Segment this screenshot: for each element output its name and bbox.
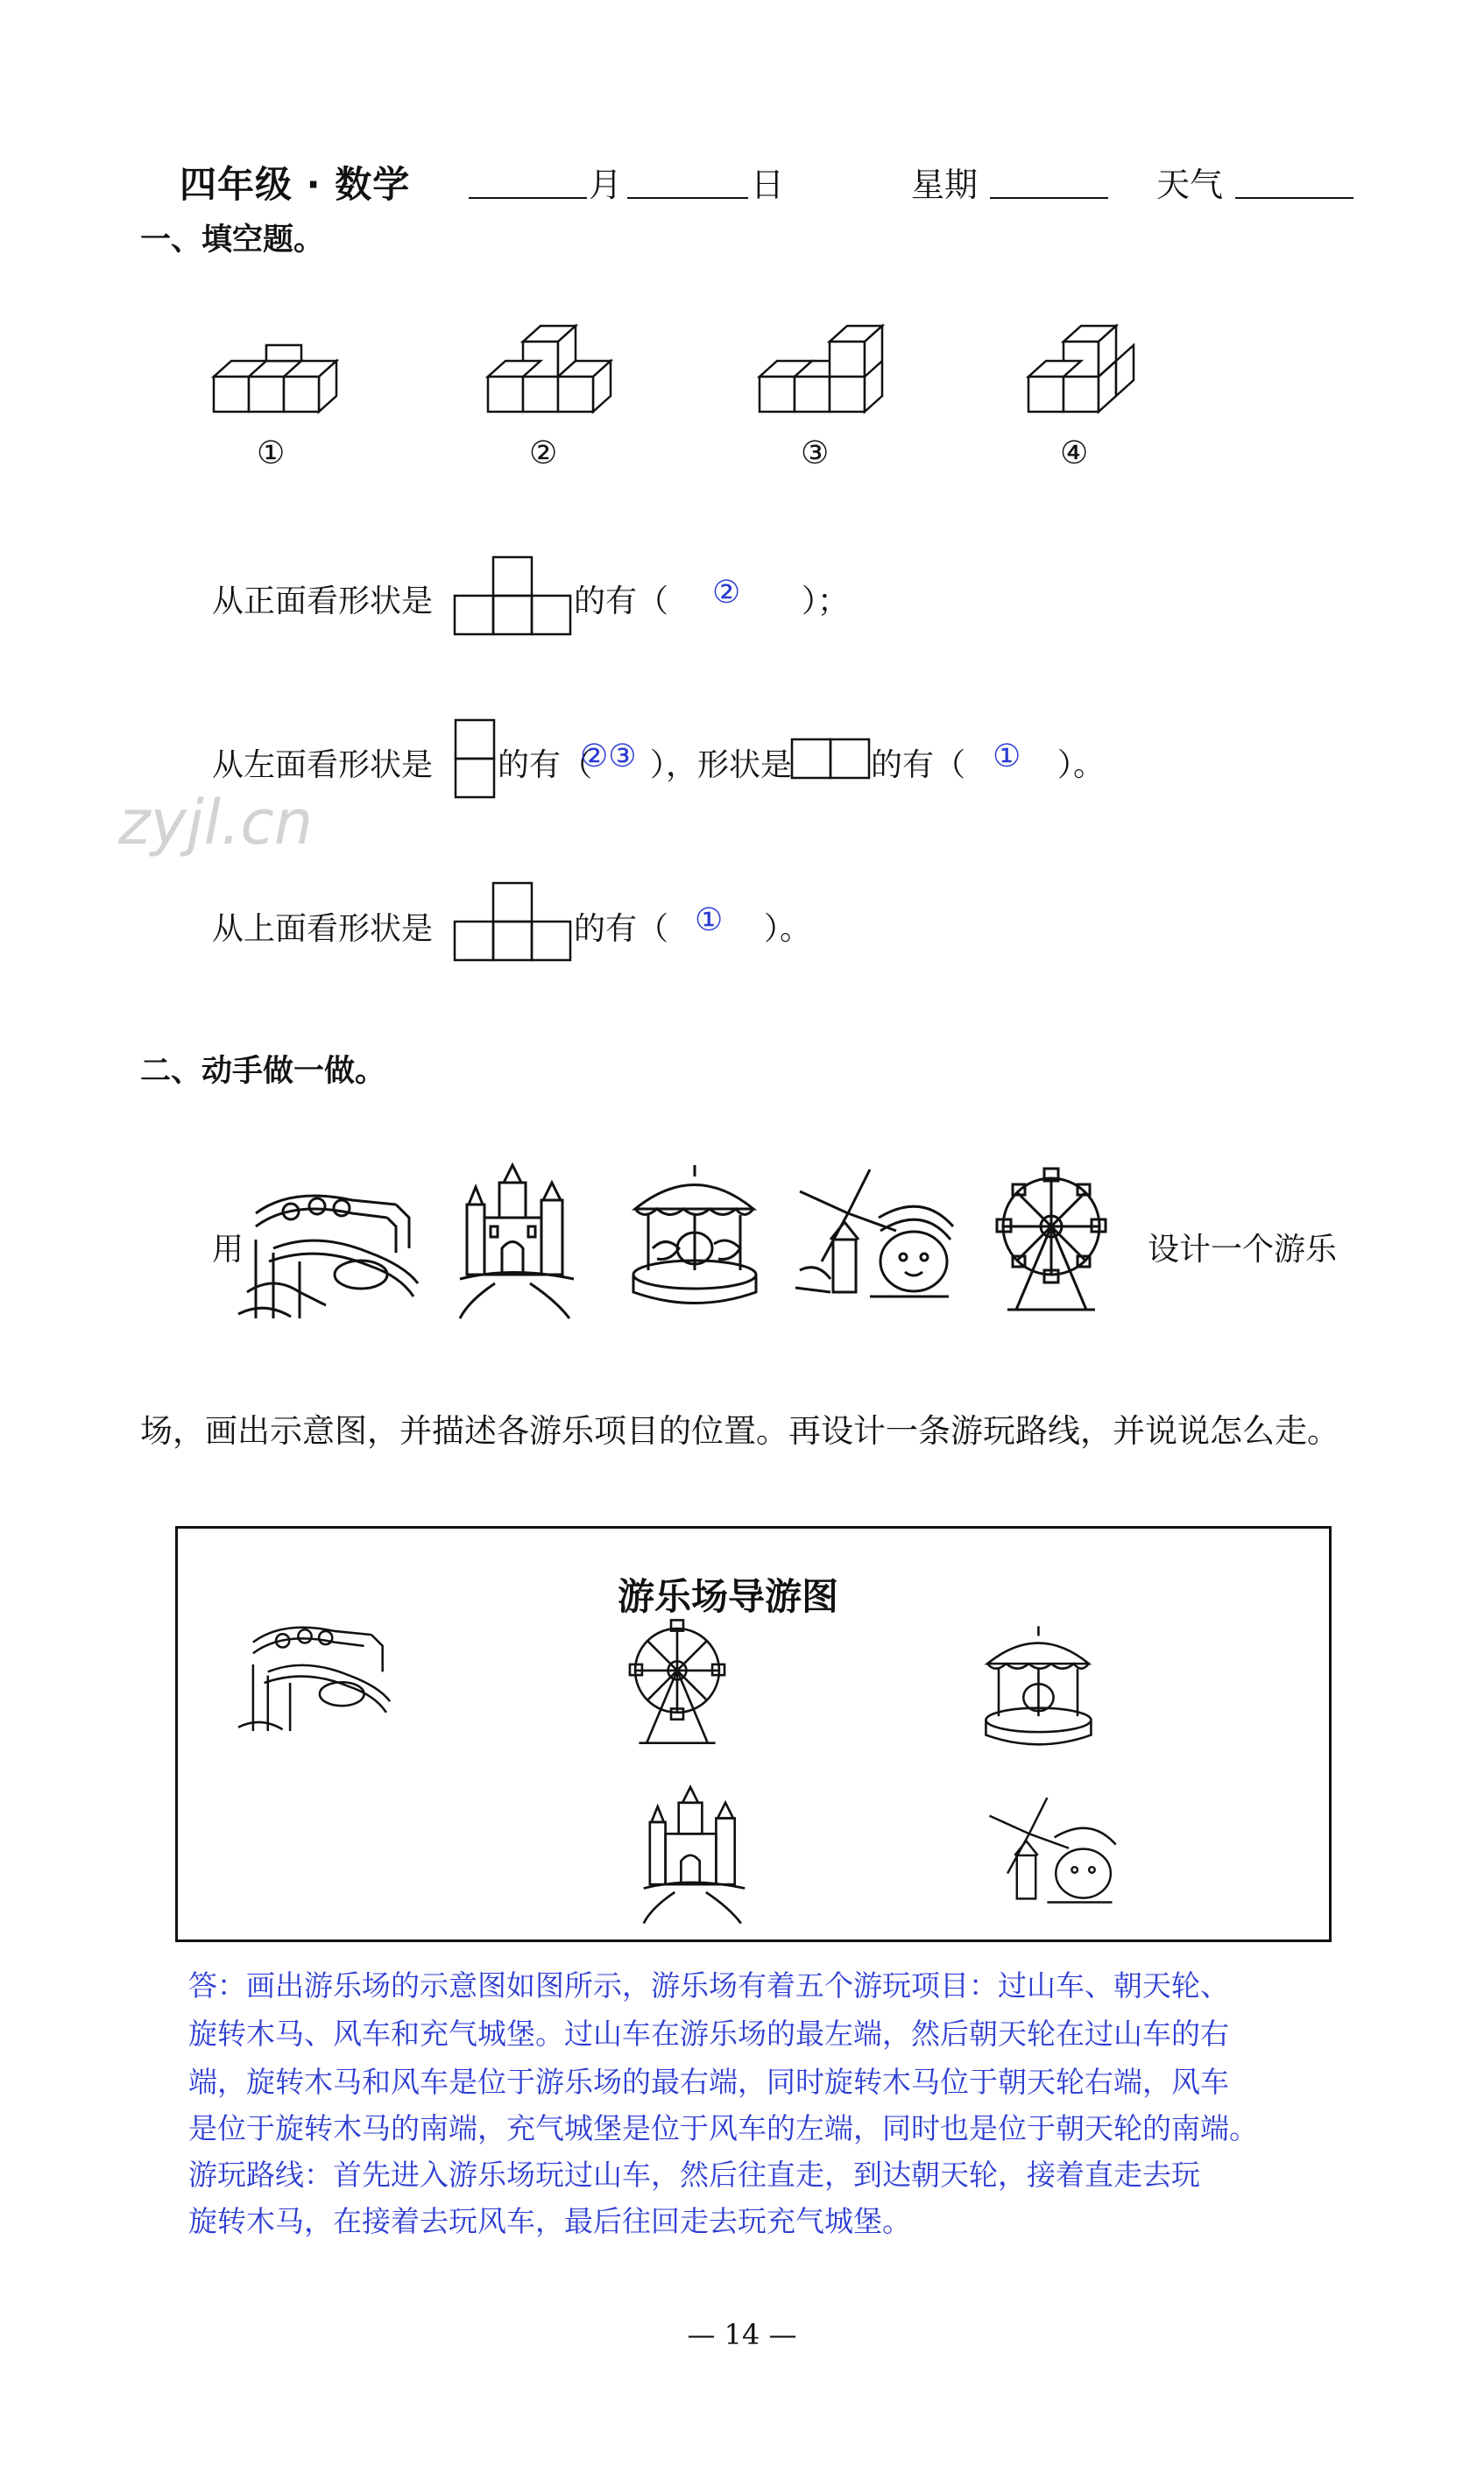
map-castle-icon: [635, 1787, 753, 1927]
carousel-icon: [618, 1161, 771, 1314]
q2-answer: ②③: [580, 738, 637, 774]
cube-figure-4: [1018, 333, 1149, 434]
q3-answer: ①: [695, 902, 724, 938]
day-blank: [627, 197, 748, 199]
q2-mid3: 的有（: [871, 747, 966, 783]
q3-prefix: 从上面看形状是: [212, 911, 434, 947]
design-text: 设计一个游乐: [1148, 1232, 1338, 1268]
weekday-label: 星期: [911, 166, 979, 204]
cube-figure-2: [477, 333, 626, 434]
q2-shape-two-squares: [790, 738, 871, 780]
map-roller-coaster-icon: [238, 1610, 405, 1737]
q1-mid: 的有（: [574, 583, 669, 619]
month-blank: [469, 197, 587, 199]
roller-coaster-icon: [238, 1178, 435, 1323]
map-windmill-icon: [974, 1794, 1127, 1917]
ferris-wheel-icon: [990, 1165, 1113, 1314]
q3-suffix: ）。: [764, 911, 812, 947]
map-carousel-icon: [972, 1622, 1104, 1754]
page-title: 四年级 · 数学: [180, 163, 411, 206]
answer-line-1: 答：画出游乐场的示意图如图所示，游乐场有着五个游玩项目：过山车、朝天轮、: [188, 1968, 1229, 2003]
figure-label-3: ③: [801, 435, 830, 471]
cube-figure-3: [749, 333, 898, 434]
weather-blank: [1235, 197, 1353, 199]
answer-line-5: 游玩路线：首先进入游乐场玩过山车，然后往直走，到达朝天轮，接着直走去玩: [188, 2158, 1200, 2192]
q3-mid: 的有（: [574, 911, 669, 947]
map-title: 游乐场导游图: [618, 1575, 839, 1618]
answer-line-3: 端，旋转木马和风车是位于游乐场的最右端，同时旋转木马位于朝天轮右端，风车: [188, 2065, 1229, 2099]
section2-continuation: 场，画出示意图，并描述各游乐项目的位置。再设计一条游玩路线，并说说怎么走。: [140, 1412, 1339, 1450]
page-number: — 14 —: [687, 2318, 797, 2351]
weekday-blank: [990, 197, 1108, 199]
watermark: zyjl.cn: [118, 787, 314, 858]
month-label: 月: [589, 166, 623, 204]
answer-line-4: 是位于旋转木马的南端，充气城堡是位于风车的左端，同时也是位于朝天轮的南端。: [188, 2111, 1258, 2145]
q2-mid2: ），形状是: [650, 747, 793, 783]
section1-title: 一、填空题。: [140, 223, 325, 258]
q1-prefix: 从正面看形状是: [212, 583, 434, 619]
q2-mid: 的有（: [498, 747, 593, 783]
figure-label-1: ①: [257, 435, 286, 471]
day-label: 日: [751, 166, 785, 204]
q2-suffix: ）。: [1057, 747, 1106, 783]
map-ferris-wheel-icon: [624, 1616, 731, 1748]
answer-line-6: 旋转木马，在接着去玩风车，最后往回走去玩充气城堡。: [188, 2204, 911, 2238]
use-label: 用: [212, 1232, 244, 1268]
figure-label-2: ②: [529, 435, 558, 471]
q1-shape-front-view: [454, 555, 572, 636]
windmill-icon: [782, 1165, 966, 1314]
q3-shape-top-view: [454, 881, 572, 962]
weather-label: 天气: [1156, 166, 1224, 204]
section2-title: 二、动手做一做。: [140, 1054, 386, 1089]
figure-label-4: ④: [1060, 435, 1089, 471]
cube-figure-1: [203, 333, 352, 434]
q1-answer: ②: [712, 575, 741, 611]
q2-prefix: 从左面看形状是: [212, 747, 434, 783]
q2-shape-left-view: [454, 718, 496, 799]
castle-icon: [451, 1165, 583, 1323]
q2-answer2: ①: [993, 738, 1021, 774]
answer-line-2: 旋转木马、风车和充气城堡。过山车在游乐场的最左端，然后朝天轮在过山车的右: [188, 2017, 1229, 2051]
q1-suffix: ）；: [802, 583, 850, 619]
